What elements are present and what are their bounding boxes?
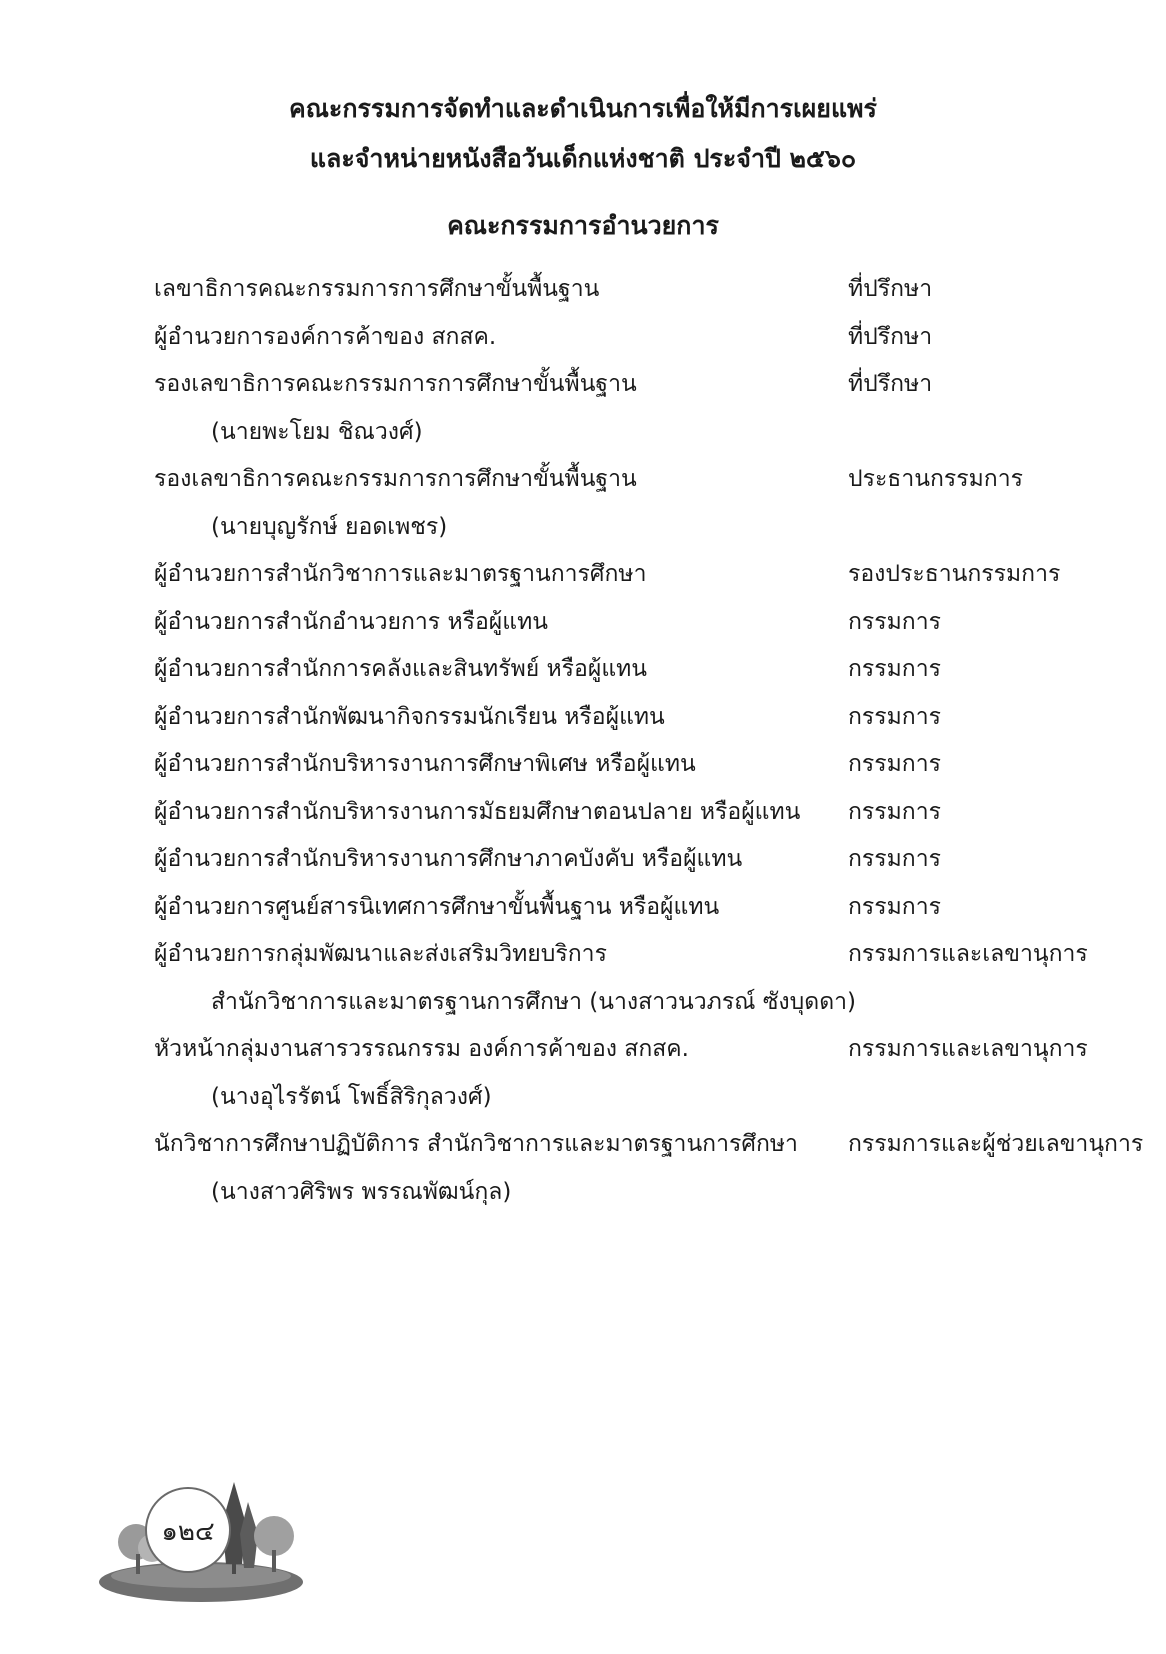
entry-position: ผู้อำนวยการองค์การค้าของ สกสค.: [154, 323, 497, 350]
page-title-line-1: คณะกรรมการจัดทำและดำเนินการเพื่อให้มีการเผยแพร่: [289, 94, 877, 123]
entry-position: รองเลขาธิการคณะกรรมการการศึกษาขั้นพื้นฐาน: [154, 466, 637, 492]
entry-role: รองประธานกรรมการ: [848, 561, 1061, 587]
committee-entry: [154, 504, 1154, 552]
committee-entry: [154, 551, 1154, 599]
entry-position: ผู้อำนวยการสำนักบริหารงานการศึกษาภาคบังคับ หรือผู้แทน: [154, 846, 743, 872]
section-title: คณะกรรมการอำนวยการ: [447, 211, 719, 240]
entry-position: หัวหน้ากลุ่มงานสารวรรณกรรม องค์การค้าของ สกสค.: [154, 1036, 689, 1062]
entry-position: นักวิชาการศึกษาปฏิบัติการ สำนักวิชาการและมาตรฐานการศึกษา: [154, 1131, 798, 1157]
entry-position: ผู้อำนวยการศูนย์สารนิเทศการศึกษาขั้นพื้นฐาน หรือผู้แทน: [154, 893, 720, 920]
committee-entry: [154, 741, 1154, 789]
entry-role: กรรมการ: [848, 656, 941, 682]
committee-entry: [154, 1169, 1154, 1217]
committee-entry: [154, 1026, 1154, 1074]
page-number: ๑๒๔: [161, 1517, 215, 1547]
page-number-badge: [96, 1464, 306, 1604]
entry-position: (นายบุญรักษ์ ยอดเพชร): [211, 513, 448, 540]
committee-entry: [154, 646, 1154, 694]
entry-role: ที่ปรึกษา: [848, 276, 933, 302]
committee-entry: [154, 979, 1154, 1027]
entry-role: กรรมการ: [848, 703, 941, 730]
committee-entry: [154, 409, 1154, 457]
entry-role: กรรมการ: [848, 893, 941, 920]
entry-position: ผู้อำนวยการกลุ่มพัฒนาและส่งเสริมวิทยบริการ: [154, 941, 607, 967]
entry-position: ผู้อำนวยการสำนักวิชาการและมาตรฐานการศึกษา: [154, 561, 647, 587]
page-title-line-2: และจำหน่ายหนังสือวันเด็กแห่งชาติ ประจำปี ๒๕๖๐: [309, 144, 857, 173]
committee-entry: [154, 789, 1154, 837]
entry-role: ประธานกรรมการ: [848, 466, 1023, 492]
entry-position: สำนักวิชาการและมาตรฐานการศึกษา (นางสาวนวภรณ์ ซังบุดดา): [211, 988, 857, 1015]
entry-role: กรรมการ: [848, 798, 941, 825]
committee-entry: [154, 931, 1154, 979]
entry-role: กรรมการและเลขานุการ: [848, 1036, 1088, 1062]
entry-position: ผู้อำนวยการสำนักการคลังและสินทรัพย์ หรือผู้แทน: [154, 656, 648, 682]
tree-landscape-icon: [96, 1464, 306, 1604]
committee-entry: [154, 1074, 1154, 1122]
committee-entry: [154, 361, 1154, 409]
committee-entry: [154, 314, 1154, 362]
entry-position: เลขาธิการคณะกรรมการการศึกษาขั้นพื้นฐาน: [154, 276, 600, 302]
entry-role: กรรมการ: [848, 608, 941, 635]
entry-position: รองเลขาธิการคณะกรรมการการศึกษาขั้นพื้นฐาน: [154, 371, 637, 397]
entry-position: ผู้อำนวยการสำนักบริหารงานการศึกษาพิเศษ หรือผู้แทน: [154, 751, 696, 777]
entry-role: ที่ปรึกษา: [848, 371, 933, 397]
entry-role: กรรมการ: [848, 751, 941, 777]
entry-position: ผู้อำนวยการสำนักบริหารงานการมัธยมศึกษาตอนปลาย หรือผู้แทน: [154, 798, 801, 825]
committee-entry: [154, 1121, 1154, 1169]
committee-entry: [154, 266, 1154, 314]
committee-entry: [154, 694, 1154, 742]
committee-entry: [154, 456, 1154, 504]
committee-entry: [154, 836, 1154, 884]
committee-entry: [154, 884, 1154, 932]
entry-position: (นางอุไรรัตน์ โพธิ์สิริกุลวงศ์): [211, 1083, 492, 1110]
entry-role: กรรมการและผู้ช่วยเลขานุการ: [848, 1131, 1144, 1157]
entry-position: ผู้อำนวยการสำนักพัฒนากิจกรรมนักเรียน หรือผู้แทน: [154, 703, 665, 730]
entry-role: ที่ปรึกษา: [848, 323, 933, 350]
committee-list: [154, 266, 1154, 1216]
entry-position: (นางสาวศิริพร พรรณพัฒน์กุล): [211, 1178, 512, 1205]
entry-position: (นายพะโยม ชิณวงศ์): [211, 418, 423, 445]
entry-role: กรรมการและเลขานุการ: [848, 941, 1088, 967]
entry-position: ผู้อำนวยการสำนักอำนวยการ หรือผู้แทน: [154, 608, 548, 635]
page-header: [0, 84, 1166, 184]
committee-entry: [154, 599, 1154, 647]
entry-role: กรรมการ: [848, 846, 941, 872]
